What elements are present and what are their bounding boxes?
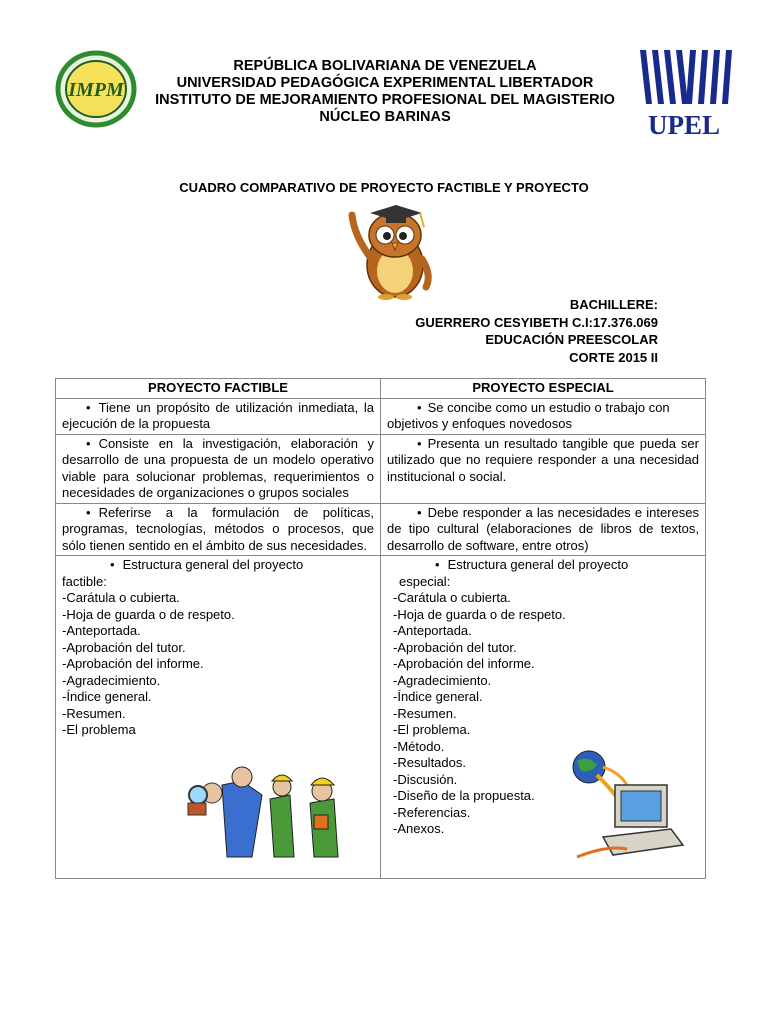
document-title: CUADRO COMPARATIVO DE PROYECTO FACTIBLE Y PROYECTO bbox=[179, 180, 589, 195]
list-item: -Anexos. bbox=[393, 821, 445, 836]
list-item: -Índice general. bbox=[62, 689, 152, 704]
header-line-university: UNIVERSIDAD PEDAGÓGICA EXPERIMENTAL LIBERTADOR bbox=[176, 75, 594, 91]
list-item: -Aprobación del tutor. bbox=[62, 639, 186, 655]
especial-cell-definition bbox=[381, 434, 706, 503]
table-row bbox=[56, 503, 706, 556]
list-item: -Carátula o cubierta. bbox=[393, 590, 511, 605]
especial-cell-scope bbox=[381, 503, 706, 556]
list-item: -Hoja de guarda o de respeto. bbox=[62, 606, 235, 622]
header-line-country: REPÚBLICA BOLIVARIANA DE VENEZUELA bbox=[233, 58, 537, 74]
list-item: -Índice general. bbox=[393, 689, 483, 704]
header-proyecto-especial: PROYECTO ESPECIAL bbox=[381, 379, 706, 399]
especial-cell-purpose bbox=[381, 398, 706, 434]
list-item: -El problema. bbox=[393, 722, 471, 737]
header-proyecto-factible: PROYECTO FACTIBLE bbox=[56, 379, 381, 399]
cell-text: Tiene un propósito de utilización inmediata, la ejecución de la propuesta bbox=[62, 399, 374, 431]
factible-structure-cell bbox=[56, 556, 381, 879]
table-row bbox=[56, 434, 706, 503]
list-item: -Método. bbox=[393, 738, 445, 754]
bullet-icon bbox=[86, 557, 123, 572]
bullet-icon bbox=[411, 557, 448, 572]
factible-cell-scope bbox=[56, 503, 381, 556]
list-item: -Diseño de la propuesta. bbox=[393, 788, 535, 803]
svg-text:IMPM: IMPM bbox=[68, 79, 124, 101]
bullet-icon bbox=[387, 400, 428, 415]
author-program: EDUCACIÓN PREESCOLAR bbox=[485, 332, 658, 347]
list-item: -Resumen. bbox=[62, 705, 126, 721]
structure-subtitle-especial: especial: bbox=[399, 573, 451, 589]
structure-subtitle-factible: factible: bbox=[62, 573, 107, 589]
table-row bbox=[56, 398, 706, 434]
factible-cell-definition bbox=[56, 434, 381, 503]
structure-title-especial bbox=[387, 557, 699, 574]
table-row bbox=[56, 556, 706, 879]
svg-text:UPEL: UPEL bbox=[647, 110, 721, 138]
list-item: -Agradecimiento. bbox=[393, 672, 492, 688]
cell-text: Consiste en la investigación, elaboración y desarrollo de una propuesta de un modelo operativo viable para solucionar problemas, requerimientos o necesidades de organizaciones o grupos sociales bbox=[62, 435, 374, 500]
table-header-row bbox=[56, 379, 706, 399]
owl-graduate-illustration bbox=[340, 195, 440, 303]
factible-cell-purpose bbox=[56, 398, 381, 434]
list-item: -Hoja de guarda o de respeto. bbox=[393, 606, 566, 622]
list-item: -Aprobación del tutor. bbox=[393, 639, 517, 655]
structure-title-text: Estructura general del proyecto bbox=[122, 557, 304, 572]
bullet-icon bbox=[387, 505, 428, 520]
list-item: -Referencias. bbox=[393, 804, 471, 820]
institution-header bbox=[130, 58, 640, 126]
bullet-icon bbox=[62, 436, 99, 451]
bullet-icon bbox=[62, 400, 99, 415]
header-line-institute: INSTITUTO DE MEJORAMIENTO PROFESIONAL DEL MAGISTERIO bbox=[155, 92, 615, 108]
cell-text: Se concibe como un estudio o trabajo con objetivos y enfoques novedosos bbox=[387, 399, 670, 431]
bullet-icon bbox=[387, 436, 428, 451]
list-item: -El problema bbox=[62, 722, 136, 737]
author-block bbox=[415, 296, 658, 366]
structure-list-factible bbox=[62, 590, 374, 739]
workers-clipart bbox=[182, 765, 352, 863]
author-name-id: GUERRERO CESYIBETH C.I:17.376.069 bbox=[415, 314, 658, 330]
list-item: -Agradecimiento. bbox=[62, 672, 161, 688]
list-item: -Resultados. bbox=[393, 755, 466, 770]
comparison-table bbox=[55, 378, 706, 879]
structure-title-factible bbox=[62, 557, 374, 574]
impm-logo bbox=[55, 48, 137, 130]
structure-title-text: Estructura general del proyecto bbox=[447, 557, 629, 572]
list-item: -Carátula o cubierta. bbox=[62, 590, 180, 605]
bullet-icon bbox=[62, 505, 99, 520]
list-item: -Aprobación del informe. bbox=[62, 656, 204, 671]
cell-text: Referirse a la formulación de políticas, programas, tecnologías, métodos o procesos, que sólo tienen sentido en el ámbito de sus necesidades. bbox=[62, 504, 374, 553]
upel-logo bbox=[632, 46, 736, 138]
list-item: -Discusión. bbox=[393, 771, 458, 787]
list-item: -Resumen. bbox=[393, 705, 457, 721]
list-item: -Aprobación del informe. bbox=[393, 656, 535, 671]
computer-globe-clipart bbox=[567, 745, 687, 867]
author-cohort: CORTE 2015 II bbox=[569, 349, 658, 365]
cell-text: Debe responder a las necesidades e intereses de tipo cultural (elaboraciones de libros de textos, desarrollo de software, entre otros) bbox=[387, 504, 699, 553]
cell-text: Presenta un resultado tangible que pueda ser utilizado que no requiere responder a una necesidad institucional o social. bbox=[387, 435, 699, 484]
author-label: BACHILLERE: bbox=[569, 297, 658, 312]
list-item: -Anteportada. bbox=[393, 623, 472, 638]
especial-structure-cell bbox=[381, 556, 706, 879]
header-line-campus: NÚCLEO BARINAS bbox=[319, 109, 451, 125]
list-item: -Anteportada. bbox=[62, 623, 141, 638]
